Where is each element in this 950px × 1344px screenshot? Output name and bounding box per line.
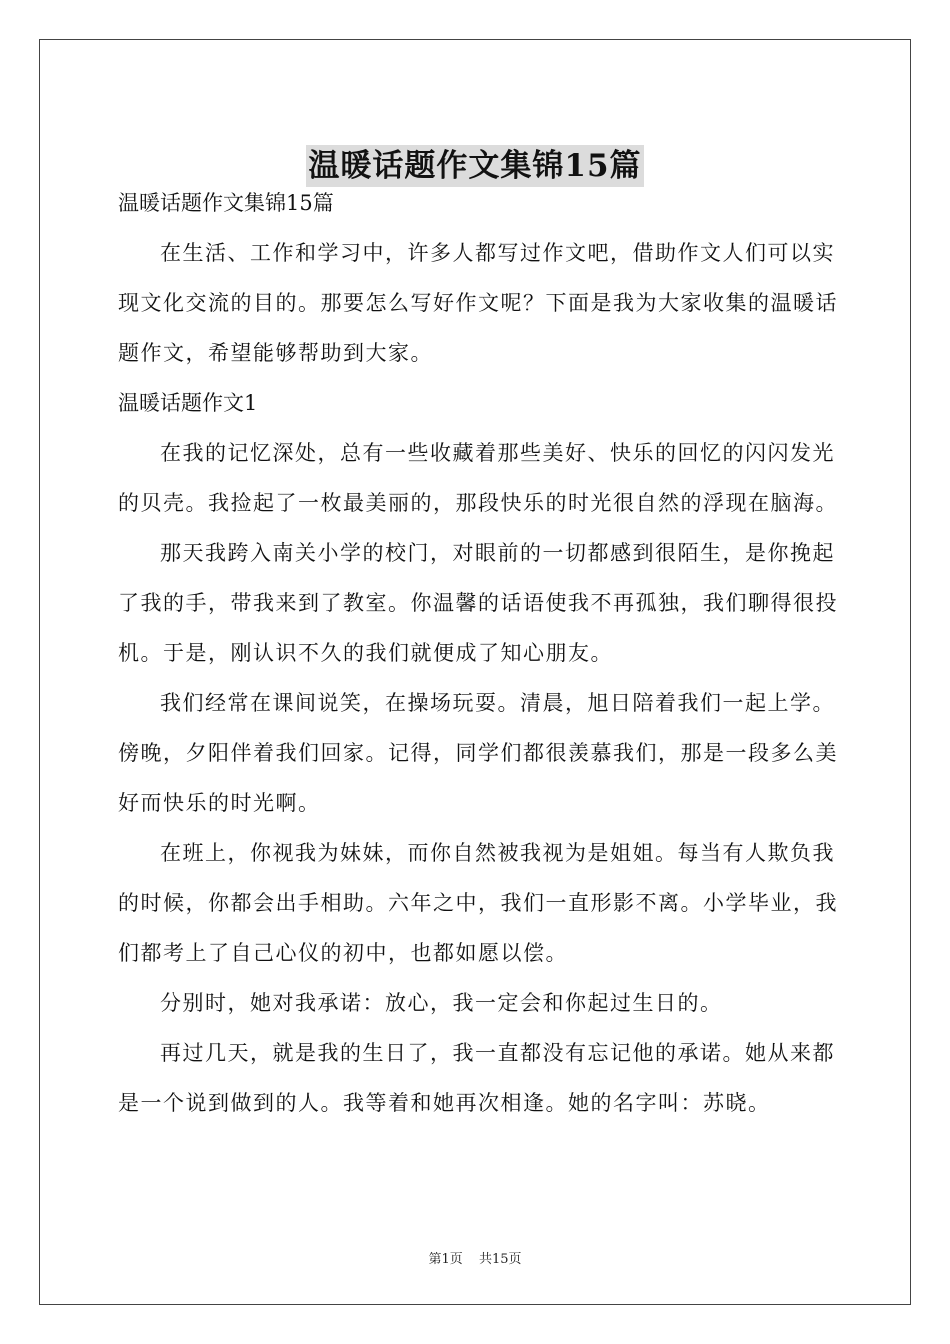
- body-paragraph: 分别时，她对我承诺：放心，我一定会和你起过生日的。: [160, 991, 723, 1015]
- body-paragraph: 我们经常在课间说笑，在操场玩耍。清晨，旭日陪着我们一起上学。傍晚，夕阳伴着我们回家。记得，同学们都很羡慕我们，那是一段多么美好而快乐的时光啊。: [118, 691, 838, 815]
- section-heading: 温暖话题作文1: [118, 391, 258, 415]
- body-paragraph: 在班上，你视我为妹妹，而你自然被我视为是姐姐。每当有人欺负我的时候，你都会出手相助。六年之中，我们一直形影不离。小学毕业，我们都考上了自己心仪的初中，也都如愿以偿。: [118, 841, 838, 965]
- page-total: 共15页: [478, 1252, 522, 1267]
- document-body: [118, 178, 848, 1128]
- intro-paragraph: 在生活、工作和学习中，许多人都写过作文吧，借助作文人们可以实现文化交流的目的。那要怎么写好作文呢？下面是我为大家收集的温暖话题作文，希望能够帮助到大家。: [118, 241, 838, 365]
- document-subtitle: 温暖话题作文集锦15篇: [118, 191, 334, 215]
- document-title: 温暖话题作文集锦15篇: [306, 145, 643, 187]
- body-paragraph: 在我的记忆深处，总有一些收藏着那些美好、快乐的回忆的闪闪发光的贝壳。我捡起了一枚最美丽的，那段快乐的时光很自然的浮现在脑海。: [118, 441, 838, 515]
- body-paragraph: 再过几天，就是我的生日了，我一直都没有忘记他的承诺。她从来都是一个说到做到的人。我等着和她再次相逢。她的名字叫：苏晓。: [118, 1041, 835, 1115]
- page-footer: [0, 1248, 950, 1267]
- page-number: 第1页: [428, 1252, 463, 1267]
- body-paragraph: 那天我跨入南关小学的校门，对眼前的一切都感到很陌生，是你挽起了我的手，带我来到了教室。你温馨的话语使我不再孤独，我们聊得很投机。于是，刚认识不久的我们就便成了知心朋友。: [118, 541, 838, 665]
